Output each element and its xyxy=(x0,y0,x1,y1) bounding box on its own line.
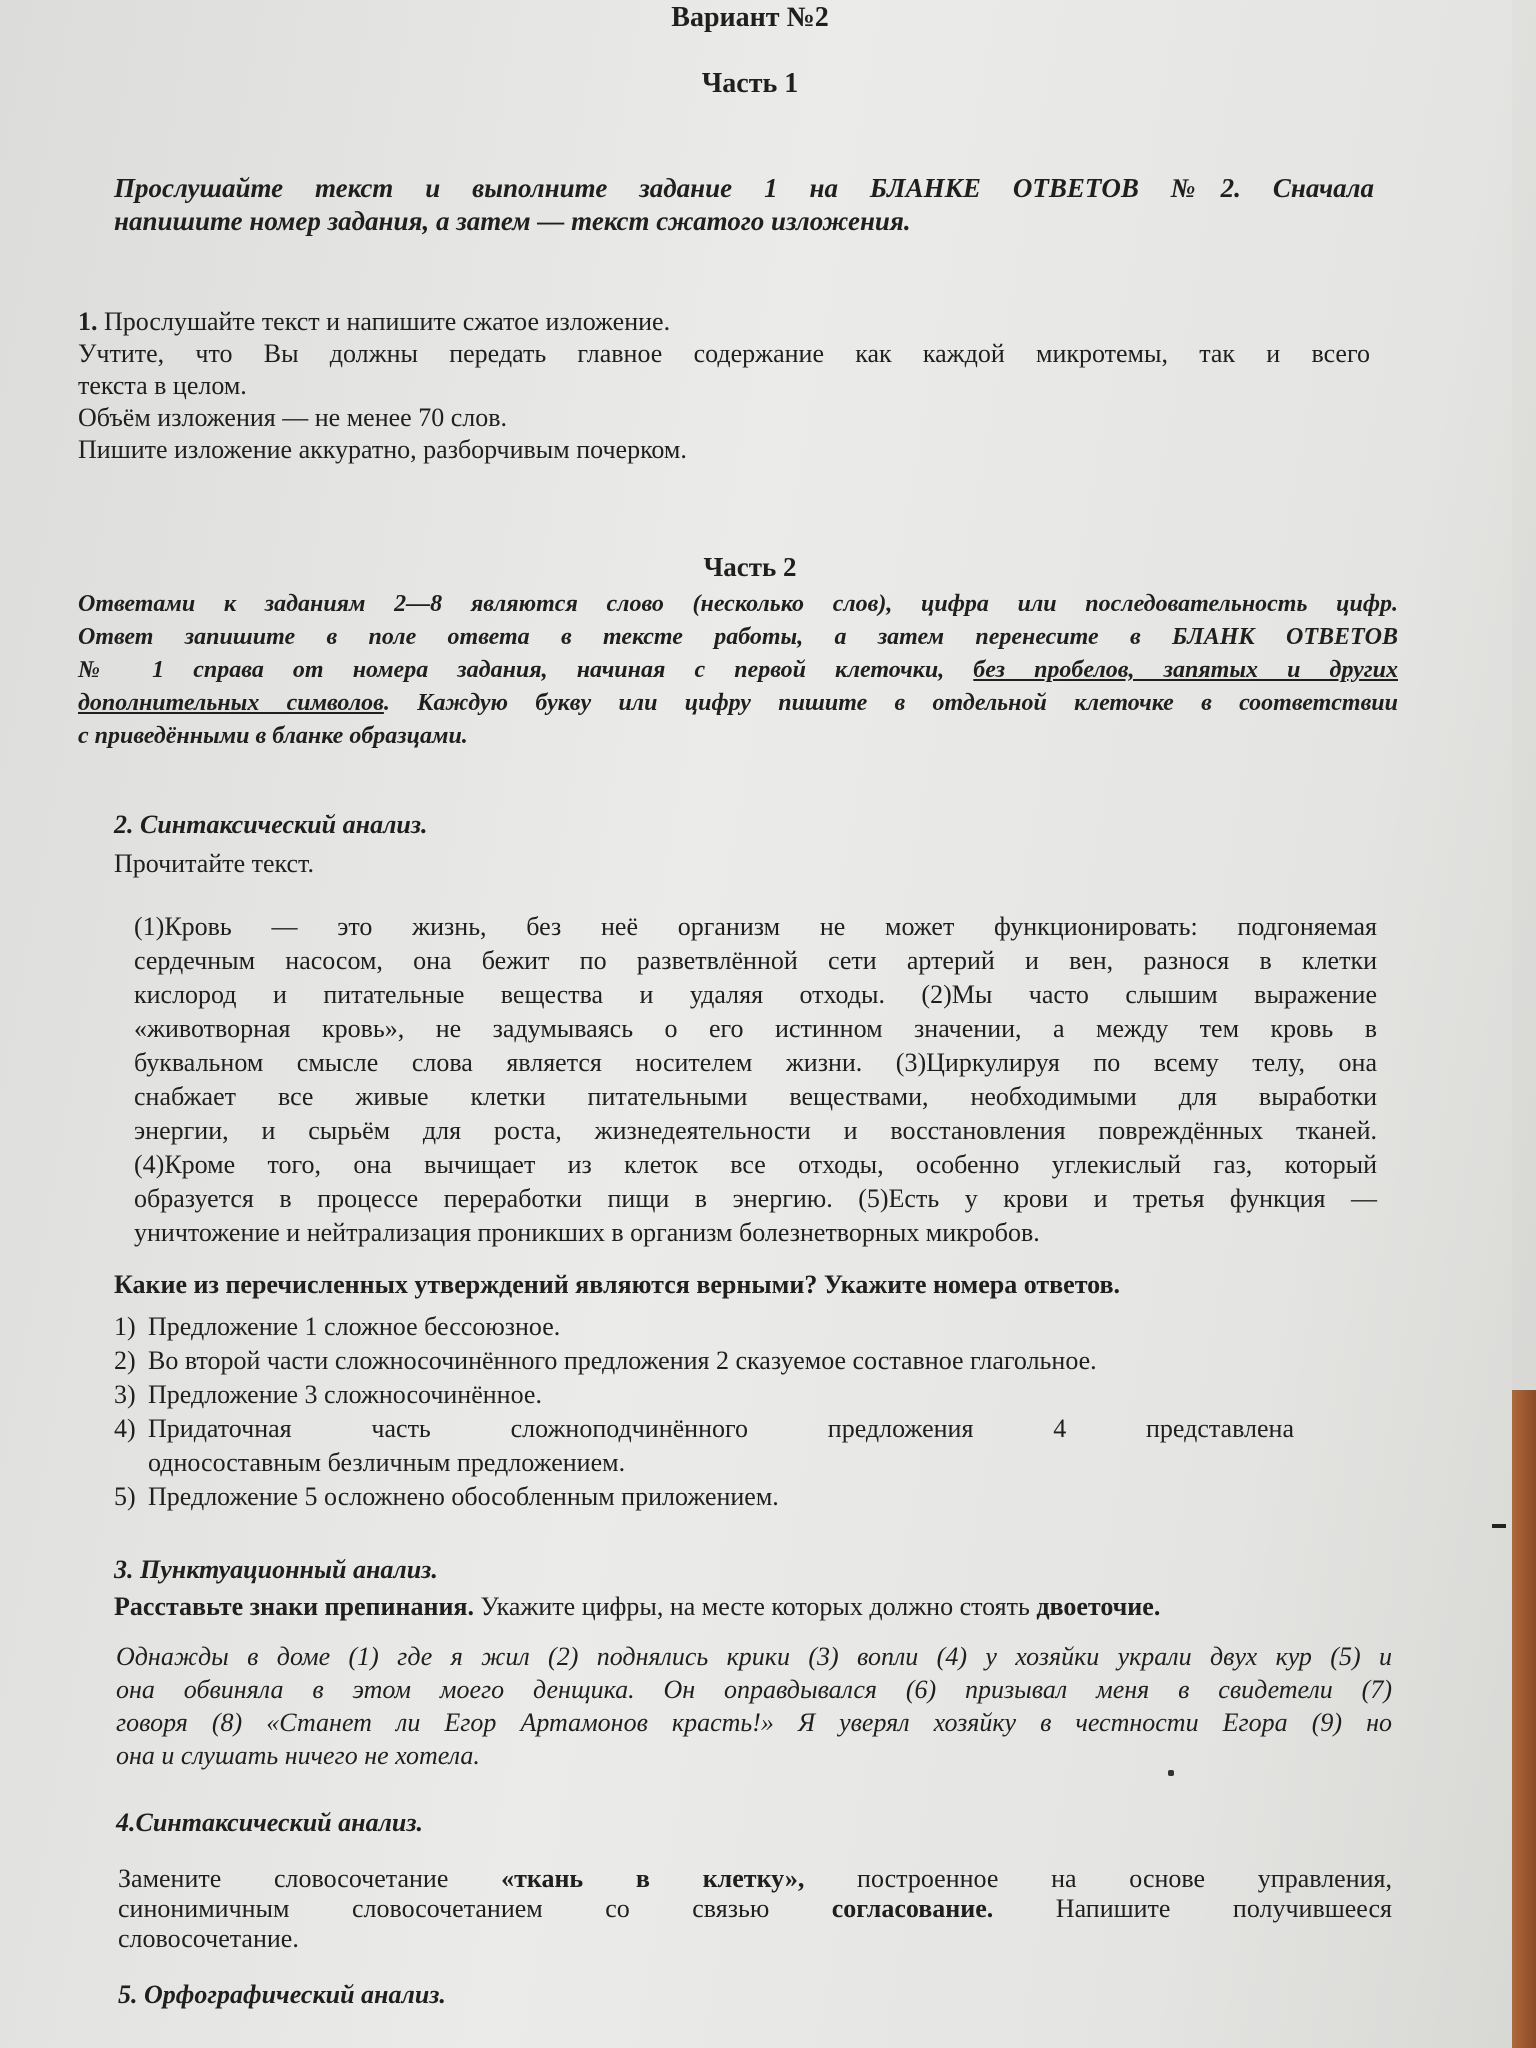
task4-line2 xyxy=(118,1894,1392,1924)
option-item xyxy=(114,1480,1294,1514)
part2-instruction xyxy=(78,588,1398,753)
task3-instr-mid: Укажите цифры, на месте которых должно стоять xyxy=(474,1592,1037,1621)
part2-instruction-line4a: дополнительных символов xyxy=(78,690,384,716)
part1-instruction-line2: напишите номер задания, а затем — текст сжатого изложения. xyxy=(114,206,911,236)
task3-text-line: Однажды в доме (1) где я жил (2) поднялись крики (3) вопли (4) у хозяйки украли двух кур (5) и xyxy=(116,1642,1392,1671)
part2-title: Часть 2 xyxy=(703,552,797,582)
task4-line1c: построенное на основе управления, xyxy=(804,1864,1392,1893)
option-number: 4) xyxy=(114,1414,136,1443)
option-item xyxy=(114,1378,1294,1412)
passage-line: снабжает все живые клетки питательными веществами, необходимыми для выработки xyxy=(134,1082,1377,1111)
part2-instruction-line3 xyxy=(78,654,1398,687)
task3-instr-bold2: двоеточие. xyxy=(1036,1592,1161,1621)
task4-heading: 4.Синтаксический анализ. xyxy=(116,1808,424,1837)
option-text-cont: односоставным безличным предложением. xyxy=(148,1448,626,1477)
option-item xyxy=(114,1310,1294,1344)
part2-instruction-line4b: . Каждую букву или цифру пишите в отдельной клеточке в соответствии xyxy=(383,690,1399,716)
part2-instruction-line3a: № 1 справа от номера задания, начиная с первой клеточки, xyxy=(78,657,974,683)
task4-text xyxy=(118,1864,1392,1954)
task3-text-line: она и слушать ничего не хотела. xyxy=(116,1741,480,1770)
task1 xyxy=(78,306,1370,466)
task5-heading: 5. Орфографический анализ. xyxy=(118,1980,446,2009)
task1-line5: Пишите изложение аккуратно, разборчивым почерком. xyxy=(78,435,687,464)
part1-title: Часть 1 xyxy=(701,68,799,99)
part2-instruction-line5: с приведёнными в бланке образцами. xyxy=(78,723,468,749)
option-text: Предложение 1 сложное бессоюзное. xyxy=(148,1312,561,1341)
task1-text: Прослушайте текст и напишите сжатое изложение. xyxy=(104,307,671,336)
option-text: Придаточная часть сложноподчинённого предложения 4 представлена xyxy=(148,1414,1294,1443)
task3-text xyxy=(116,1640,1392,1772)
option-text: Предложение 3 сложносочинённое. xyxy=(148,1380,542,1409)
task4-agreement: согласование. xyxy=(831,1894,994,1923)
variant-title: Вариант №2 xyxy=(671,2,829,33)
part2-instruction-line1: Ответами к заданиям 2—8 являются слово (несколько слов), цифра или последовательность цифр. xyxy=(78,591,1398,617)
option-number: 1) xyxy=(114,1312,136,1341)
task1-line3: текста в целом. xyxy=(78,371,247,400)
passage-line: образуется в процессе переработки пищи в энергию. (5)Есть у крови и третья функция — xyxy=(134,1184,1377,1213)
task4-line1a: Замените словосочетание xyxy=(118,1864,502,1893)
passage-line: буквальном смысле слова является носителем жизни. (3)Циркулируя по всему телу, она xyxy=(134,1048,1377,1077)
passage-line: уничтожение и нейтрализация проникших в организм болезнетворных микробов. xyxy=(134,1218,1040,1247)
option-item xyxy=(114,1344,1294,1378)
task1-line4: Объём изложения — не менее 70 слов. xyxy=(78,403,507,432)
task4-line1 xyxy=(118,1864,1392,1894)
part2-instruction-line2: Ответ запишите в поле ответа в тексте работы, а затем перенесите в БЛАНК ОТВЕТОВ xyxy=(78,624,1398,650)
task2-options xyxy=(114,1310,1294,1514)
task3-text-line: она обвиняла в этом моего денщика. Он оправдывался (6) призывал меня в свидетели (7) xyxy=(116,1675,1392,1704)
part2-instruction-line3b: без пробелов, запятых и других xyxy=(973,657,1398,683)
task1-line1 xyxy=(78,306,1370,338)
option-text: Предложение 5 осложнено обособленным приложением. xyxy=(148,1482,779,1511)
passage-line: (1)Кровь — это жизнь, без неё организм не может функционировать: подгоняемая xyxy=(134,912,1377,941)
passage-line: энергии, и сырьём для роста, жизнедеятельности и восстановления повреждённых тканей. xyxy=(134,1116,1377,1145)
part2-instruction-line4 xyxy=(78,687,1398,720)
task3-instruction xyxy=(114,1592,1160,1622)
task2-question: Какие из перечисленных утверждений являются верными? Укажите номера ответов. xyxy=(114,1270,1121,1299)
passage-line: «животворная кровь», не задумываясь о его истинном значении, а между тем кровь в xyxy=(134,1014,1377,1043)
part1-instruction-line1: Прослушайте текст и выполните задание 1 на БЛАНКЕ ОТВЕТОВ №2. Сначала xyxy=(114,173,1374,203)
task4-line2c: Напишите получившееся xyxy=(993,1894,1392,1923)
passage-line: (4)Кроме того, она вычищает из клеток все отходы, особенно углекислый газ, который xyxy=(134,1150,1377,1179)
task2-heading: 2. Синтаксический анализ. xyxy=(114,810,428,839)
ink-speck xyxy=(1168,1770,1174,1776)
task2-passage xyxy=(134,910,1377,1250)
part1-instruction xyxy=(114,172,1374,238)
task3-text-line: говоря (8) «Станет ли Егор Артамонов красть!» Я уверял хозяйку в честности Егора (9) но xyxy=(116,1708,1392,1737)
edge-mark xyxy=(1492,1524,1506,1528)
option-number: 5) xyxy=(114,1482,136,1511)
option-text: Во второй части сложносочинённого предложения 2 сказуемое составное глагольное. xyxy=(148,1346,1097,1375)
task4-line2a: синонимичным словосочетанием со связью xyxy=(118,1894,832,1923)
desk-edge xyxy=(1512,1390,1536,2048)
task3-instr-bold: Расставьте знаки препинания. xyxy=(114,1592,475,1621)
task4-line3: словосочетание. xyxy=(118,1924,299,1953)
task4-phrase: «ткань в клетку», xyxy=(501,1864,805,1893)
option-item xyxy=(114,1412,1294,1480)
passage-line: кислород и питательные вещества и удаляя отходы. (2)Мы часто слышим выражение xyxy=(134,980,1377,1009)
task2-read-prompt: Прочитайте текст. xyxy=(114,849,314,878)
option-number: 3) xyxy=(114,1380,136,1409)
task3-heading: 3. Пунктуационный анализ. xyxy=(114,1555,438,1584)
option-number: 2) xyxy=(114,1346,136,1375)
task1-line2: Учтите, что Вы должны передать главное содержание как каждой микротемы, так и всего xyxy=(78,339,1370,368)
passage-line: сердечным насосом, она бежит по разветвлённой сети артерий и вен, разнося в клетки xyxy=(134,946,1377,975)
task1-number: 1. xyxy=(78,307,98,336)
